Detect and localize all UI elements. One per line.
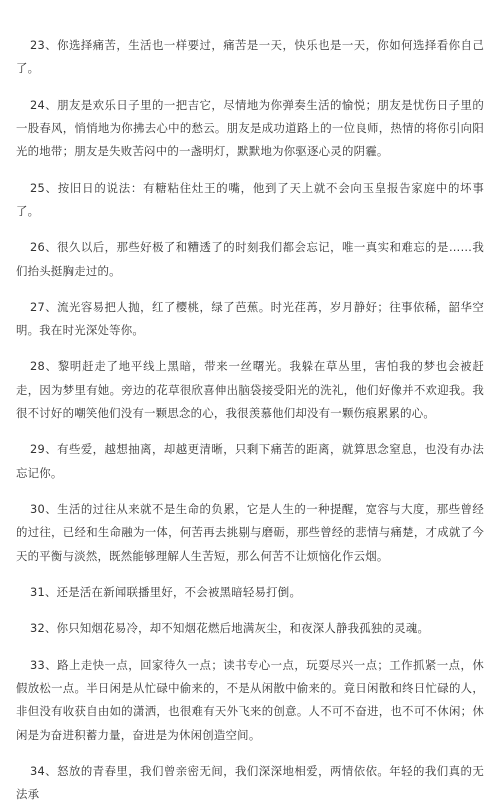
quote-paragraph-34: 34、怒放的青春里，我们曾亲密无间，我们深深地相爱，两情依依。年轻的我们真的无法承	[16, 763, 484, 802]
quote-paragraph-23: 23、你选择痛苦，生活也一样要过，痛苦是一天，快乐也是一天，你如何选择看你自己了。	[16, 38, 484, 76]
quote-paragraph-33: 33、路上走快一点，回家待久一点；读书专心一点，玩耍尽兴一点；工作抓紧一点，休假放松一点。半日闲是从忙碌中偷来的，不是从闲散中偷来的。竟日闲散和终日忙碌的人，非但没有收获自由如的潇洒，也很难有天外飞来的创意。人不可不奋进，也不可不休闲；休闲是为奋进积蓄力量，奋进是为休闲创造空间。	[16, 657, 484, 742]
quote-paragraph-31: 31、还是活在新闻联播里好，不会被黑暗轻易打倒。	[30, 585, 302, 600]
quote-paragraph-26: 26、很久以后，那些好极了和糟透了的时刻我们都会忘记，唯一真实和难忘的是……我们抬头挺胸走过的。	[16, 240, 484, 278]
quote-paragraph-28: 28、黎明赶走了地平线上黑暗，带来一丝曙光。我躲在草丛里，害怕我的梦也会被赶走，因为梦里有她。旁边的花草很欣喜伸出脑袋接受阳光的洗礼，他们好像并不欢迎我。我很不讨好的嘲笑他们没有一颗思念的心，我很羡慕他们却没有一颗伤痕累累的心。	[16, 359, 484, 421]
quote-paragraph-30: 30、生活的过往从来就不是生命的负累，它是人生的一种提醒，宽容与大度，那些曾经的过往，已经和生命融为一体，何苦再去挑剔与磨砺，那些曾经的悲情与痛楚，才成就了今天的平衡与淡然，既然能够理解人生苦短，那么何苦不让烦恼化作云烟。	[16, 502, 484, 563]
quote-paragraph-24: 24、朋友是欢乐日子里的一把吉它，尽情地为你弹奏生活的愉悦；朋友是忧伤日子里的一股春风，悄悄地为你拂去心中的愁云。朋友是成功道路上的一位良师，热情的将你引向阳光的地带；朋友是失败苦闷中的一盏明灯，默默地为你驱逐心灵的阴霾。	[16, 97, 484, 159]
quote-paragraph-27: 27、流光容易把人抛，红了樱桃，绿了芭蕉。时光荏苒，岁月静好；往事依稀，韶华空明。我在时光深处等你。	[16, 299, 484, 338]
quote-paragraph-32: 32、你只知烟花易冷，却不知烟花燃后地满灰尘，和夜深人静我孤独的灵魂。	[30, 621, 430, 636]
quote-paragraph-29: 29、有些爱，越想抽离，却越更清晰，只剩下痛苦的距离，就算思念窒息，也没有办法忘记你。	[16, 442, 484, 480]
quote-paragraph-25: 25、按旧日的说法：有糖粘住灶王的嘴，他到了天上就不会向玉皇报告家庭中的坏事了。	[16, 180, 484, 219]
